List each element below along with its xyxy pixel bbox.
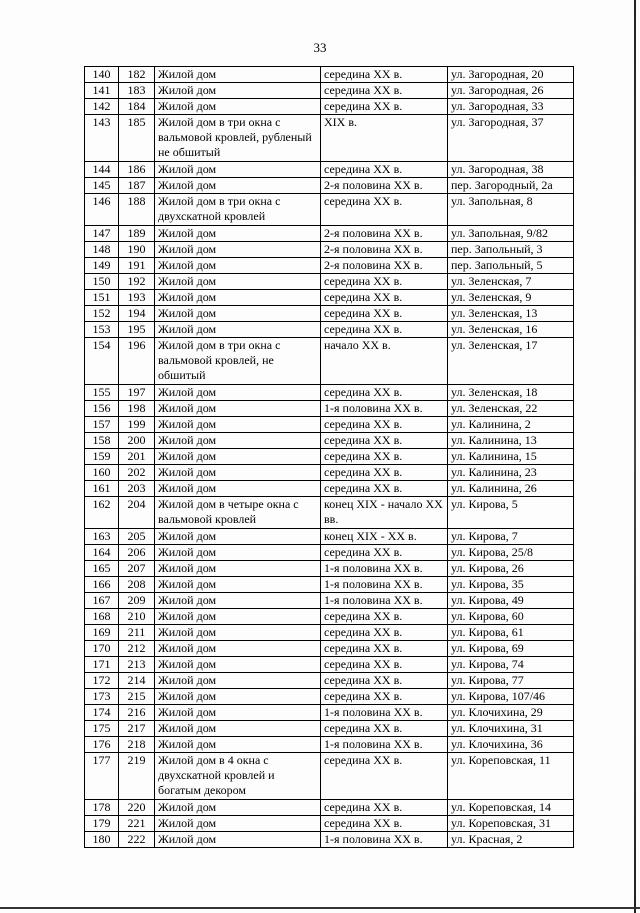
object-address: ул. Запольная, 9/82	[448, 226, 574, 242]
object-name: Жилой дом	[155, 673, 321, 689]
object-id: 183	[119, 83, 155, 99]
object-name: Жилой дом	[155, 99, 321, 115]
object-id: 221	[119, 816, 155, 832]
object-name: Жилой дом	[155, 816, 321, 832]
row-number: 166	[85, 577, 119, 593]
table-row	[85, 481, 574, 497]
object-id: 210	[119, 609, 155, 625]
row-number: 175	[85, 721, 119, 737]
object-date: середина XX в.	[321, 657, 448, 673]
object-id: 191	[119, 258, 155, 274]
object-name: Жилой дом	[155, 705, 321, 721]
object-address: ул. Кореповская, 14	[448, 800, 574, 816]
object-name: Жилой дом	[155, 832, 321, 848]
object-id: 187	[119, 178, 155, 194]
object-date: середина XX в.	[321, 83, 448, 99]
table-row	[85, 609, 574, 625]
table-row	[85, 561, 574, 577]
table-row	[85, 577, 574, 593]
object-address: ул. Кирова, 60	[448, 609, 574, 625]
row-number: 177	[85, 753, 119, 800]
object-date: середина XX в.	[321, 800, 448, 816]
object-id: 218	[119, 737, 155, 753]
object-date: конец XIX - начало XX вв.	[321, 497, 448, 529]
row-number: 169	[85, 625, 119, 641]
row-number: 157	[85, 417, 119, 433]
object-date: середина XX в.	[321, 306, 448, 322]
object-id: 207	[119, 561, 155, 577]
object-name: Жилой дом	[155, 385, 321, 401]
row-number: 142	[85, 99, 119, 115]
object-address: ул. Кореповская, 11	[448, 753, 574, 800]
object-date: 1-я половина XX в.	[321, 593, 448, 609]
object-id: 202	[119, 465, 155, 481]
object-address: ул. Кирова, 49	[448, 593, 574, 609]
table-row	[85, 194, 574, 226]
object-id: 214	[119, 673, 155, 689]
object-name: Жилой дом	[155, 226, 321, 242]
heritage-registry-table	[84, 66, 574, 848]
object-id: 204	[119, 497, 155, 529]
object-id: 209	[119, 593, 155, 609]
row-number: 171	[85, 657, 119, 673]
object-address: ул. Кирова, 69	[448, 641, 574, 657]
row-number: 179	[85, 816, 119, 832]
table-row	[85, 689, 574, 705]
object-name: Жилой дом в три окна с вальмовой кровлей, не обшитый	[155, 338, 321, 385]
object-name: Жилой дом	[155, 162, 321, 178]
object-address: ул. Кирова, 26	[448, 561, 574, 577]
object-date: середина XX в.	[321, 721, 448, 737]
table-row	[85, 465, 574, 481]
table-row	[85, 258, 574, 274]
object-date: середина XX в.	[321, 99, 448, 115]
object-date: середина XX в.	[321, 689, 448, 705]
object-name: Жилой дом в 4 окна с двухскатной кровлей и богатым декором	[155, 753, 321, 800]
object-id: 219	[119, 753, 155, 800]
object-name: Жилой дом	[155, 433, 321, 449]
object-date: 2-я половина XX в.	[321, 258, 448, 274]
object-name: Жилой дом	[155, 609, 321, 625]
table-row	[85, 433, 574, 449]
row-number: 165	[85, 561, 119, 577]
row-number: 176	[85, 737, 119, 753]
row-number: 146	[85, 194, 119, 226]
table-row	[85, 242, 574, 258]
object-name: Жилой дом	[155, 465, 321, 481]
object-address: ул. Кирова, 107/46	[448, 689, 574, 705]
object-name: Жилой дом	[155, 737, 321, 753]
row-number: 154	[85, 338, 119, 385]
object-id: 201	[119, 449, 155, 465]
object-id: 203	[119, 481, 155, 497]
row-number: 164	[85, 545, 119, 561]
object-date: середина XX в.	[321, 481, 448, 497]
table-row	[85, 115, 574, 162]
object-address: ул. Кореповская, 31	[448, 816, 574, 832]
object-name: Жилой дом	[155, 258, 321, 274]
table-row	[85, 162, 574, 178]
object-date: середина XX в.	[321, 290, 448, 306]
object-name: Жилой дом	[155, 306, 321, 322]
table-row	[85, 753, 574, 800]
object-address: ул. Кирова, 61	[448, 625, 574, 641]
object-id: 182	[119, 67, 155, 83]
row-number: 180	[85, 832, 119, 848]
row-number: 147	[85, 226, 119, 242]
scan-edge-bottom	[0, 907, 640, 909]
object-address: ул. Калинина, 15	[448, 449, 574, 465]
object-name: Жилой дом	[155, 449, 321, 465]
table-row	[85, 800, 574, 816]
object-address: пер. Запольный, 3	[448, 242, 574, 258]
row-number: 156	[85, 401, 119, 417]
object-id: 196	[119, 338, 155, 385]
object-id: 185	[119, 115, 155, 162]
object-name: Жилой дом	[155, 657, 321, 673]
object-date: середина XX в.	[321, 465, 448, 481]
object-date: 1-я половина XX в.	[321, 832, 448, 848]
table-row	[85, 226, 574, 242]
object-date: середина XX в.	[321, 673, 448, 689]
object-address: ул. Загородная, 20	[448, 67, 574, 83]
object-name: Жилой дом	[155, 800, 321, 816]
row-number: 143	[85, 115, 119, 162]
row-number: 178	[85, 800, 119, 816]
table-row	[85, 737, 574, 753]
object-address: ул. Кирова, 5	[448, 497, 574, 529]
object-date: XIX в.	[321, 115, 448, 162]
object-date: начало XX в.	[321, 338, 448, 385]
object-date: 1-я половина XX в.	[321, 577, 448, 593]
object-address: ул. Зеленская, 7	[448, 274, 574, 290]
object-date: 1-я половина XX в.	[321, 705, 448, 721]
table-row	[85, 449, 574, 465]
table-row	[85, 832, 574, 848]
object-date: середина XX в.	[321, 417, 448, 433]
object-address: ул. Зеленская, 13	[448, 306, 574, 322]
table-row	[85, 290, 574, 306]
object-date: середина XX в.	[321, 385, 448, 401]
object-date: 2-я половина XX в.	[321, 178, 448, 194]
object-date: середина XX в.	[321, 194, 448, 226]
object-id: 193	[119, 290, 155, 306]
table-row	[85, 338, 574, 385]
object-id: 206	[119, 545, 155, 561]
object-date: середина XX в.	[321, 609, 448, 625]
object-date: середина XX в.	[321, 753, 448, 800]
object-id: 216	[119, 705, 155, 721]
object-date: середина XX в.	[321, 449, 448, 465]
row-number: 167	[85, 593, 119, 609]
object-name: Жилой дом	[155, 529, 321, 545]
object-address: ул. Зеленская, 18	[448, 385, 574, 401]
object-date: 2-я половина XX в.	[321, 242, 448, 258]
row-number: 149	[85, 258, 119, 274]
object-id: 213	[119, 657, 155, 673]
object-address: ул. Загородная, 33	[448, 99, 574, 115]
object-id: 189	[119, 226, 155, 242]
row-number: 172	[85, 673, 119, 689]
object-id: 195	[119, 322, 155, 338]
object-address: ул. Калинина, 26	[448, 481, 574, 497]
object-address: ул. Клочихина, 29	[448, 705, 574, 721]
row-number: 160	[85, 465, 119, 481]
object-date: середина XX в.	[321, 162, 448, 178]
row-number: 173	[85, 689, 119, 705]
object-date: середина XX в.	[321, 67, 448, 83]
object-id: 199	[119, 417, 155, 433]
table-row	[85, 816, 574, 832]
object-id: 215	[119, 689, 155, 705]
object-name: Жилой дом	[155, 545, 321, 561]
row-number: 158	[85, 433, 119, 449]
object-name: Жилой дом	[155, 322, 321, 338]
table-row	[85, 306, 574, 322]
row-number: 151	[85, 290, 119, 306]
object-id: 198	[119, 401, 155, 417]
object-id: 208	[119, 577, 155, 593]
row-number: 170	[85, 641, 119, 657]
object-name: Жилой дом	[155, 401, 321, 417]
registry-body	[85, 67, 574, 848]
object-name: Жилой дом	[155, 274, 321, 290]
object-id: 184	[119, 99, 155, 115]
object-date: середина XX в.	[321, 322, 448, 338]
object-date: середина XX в.	[321, 641, 448, 657]
object-date: конец XIX - XX в.	[321, 529, 448, 545]
object-address: ул. Загородная, 38	[448, 162, 574, 178]
table-row	[85, 99, 574, 115]
object-name: Жилой дом	[155, 641, 321, 657]
object-id: 222	[119, 832, 155, 848]
row-number: 162	[85, 497, 119, 529]
table-row	[85, 83, 574, 99]
object-id: 205	[119, 529, 155, 545]
object-name: Жилой дом	[155, 178, 321, 194]
object-name: Жилой дом	[155, 242, 321, 258]
object-id: 200	[119, 433, 155, 449]
object-date: середина XX в.	[321, 274, 448, 290]
table-row	[85, 401, 574, 417]
object-address: ул. Клочихина, 31	[448, 721, 574, 737]
object-name: Жилой дом	[155, 561, 321, 577]
object-id: 188	[119, 194, 155, 226]
object-name: Жилой дом	[155, 689, 321, 705]
object-name: Жилой дом в три окна с двухскатной кровлей	[155, 194, 321, 226]
row-number: 144	[85, 162, 119, 178]
table-row	[85, 274, 574, 290]
table-row	[85, 178, 574, 194]
object-name: Жилой дом	[155, 83, 321, 99]
page-number: 33	[313, 40, 327, 55]
table-row	[85, 721, 574, 737]
object-name: Жилой дом	[155, 481, 321, 497]
table-row	[85, 417, 574, 433]
table-row	[85, 625, 574, 641]
row-number: 150	[85, 274, 119, 290]
object-date: 1-я половина XX в.	[321, 737, 448, 753]
table-row	[85, 497, 574, 529]
row-number: 152	[85, 306, 119, 322]
object-date: середина XX в.	[321, 816, 448, 832]
object-name: Жилой дом	[155, 625, 321, 641]
table-row	[85, 385, 574, 401]
object-id: 194	[119, 306, 155, 322]
row-number: 145	[85, 178, 119, 194]
object-id: 217	[119, 721, 155, 737]
table-row	[85, 67, 574, 83]
table-row	[85, 673, 574, 689]
row-number: 161	[85, 481, 119, 497]
object-date: середина XX в.	[321, 625, 448, 641]
object-id: 186	[119, 162, 155, 178]
object-id: 190	[119, 242, 155, 258]
row-number: 174	[85, 705, 119, 721]
object-address: ул. Кирова, 74	[448, 657, 574, 673]
object-address: пер. Запольный, 5	[448, 258, 574, 274]
object-name: Жилой дом	[155, 721, 321, 737]
object-id: 197	[119, 385, 155, 401]
object-name: Жилой дом	[155, 417, 321, 433]
table-row	[85, 641, 574, 657]
object-date: 1-я половина XX в.	[321, 401, 448, 417]
object-id: 220	[119, 800, 155, 816]
table-row	[85, 657, 574, 673]
object-name: Жилой дом	[155, 67, 321, 83]
object-name: Жилой дом	[155, 577, 321, 593]
object-address: ул. Загородная, 37	[448, 115, 574, 162]
object-address: ул. Кирова, 25/8	[448, 545, 574, 561]
table-row	[85, 322, 574, 338]
scan-edge-right	[634, 0, 636, 913]
object-id: 211	[119, 625, 155, 641]
object-address: ул. Кирова, 35	[448, 577, 574, 593]
row-number: 141	[85, 83, 119, 99]
table-row	[85, 545, 574, 561]
object-name: Жилой дом в три окна с вальмовой кровлей, рубленый не обшитый	[155, 115, 321, 162]
object-id: 212	[119, 641, 155, 657]
object-address: ул. Запольная, 8	[448, 194, 574, 226]
object-address: ул. Зеленская, 22	[448, 401, 574, 417]
object-id: 192	[119, 274, 155, 290]
row-number: 140	[85, 67, 119, 83]
row-number: 163	[85, 529, 119, 545]
table-row	[85, 705, 574, 721]
object-date: 1-я половина XX в.	[321, 561, 448, 577]
object-address: ул. Зеленская, 9	[448, 290, 574, 306]
row-number: 153	[85, 322, 119, 338]
row-number: 155	[85, 385, 119, 401]
object-address: ул. Зеленская, 16	[448, 322, 574, 338]
object-address: ул. Калинина, 23	[448, 465, 574, 481]
table-row	[85, 529, 574, 545]
row-number: 148	[85, 242, 119, 258]
object-address: ул. Калинина, 2	[448, 417, 574, 433]
object-date: середина XX в.	[321, 545, 448, 561]
object-address: ул. Зеленская, 17	[448, 338, 574, 385]
row-number: 168	[85, 609, 119, 625]
object-name: Жилой дом в четыре окна с вальмовой кровлей	[155, 497, 321, 529]
table-row	[85, 593, 574, 609]
object-name: Жилой дом	[155, 290, 321, 306]
object-date: середина XX в.	[321, 433, 448, 449]
object-date: 2-я половина XX в.	[321, 226, 448, 242]
object-address: пер. Загородный, 2а	[448, 178, 574, 194]
object-address: ул. Кирова, 77	[448, 673, 574, 689]
object-address: ул. Загородная, 26	[448, 83, 574, 99]
object-address: ул. Клочихина, 36	[448, 737, 574, 753]
row-number: 159	[85, 449, 119, 465]
object-address: ул. Кирова, 7	[448, 529, 574, 545]
object-name: Жилой дом	[155, 593, 321, 609]
object-address: ул. Калинина, 13	[448, 433, 574, 449]
object-address: ул. Красная, 2	[448, 832, 574, 848]
